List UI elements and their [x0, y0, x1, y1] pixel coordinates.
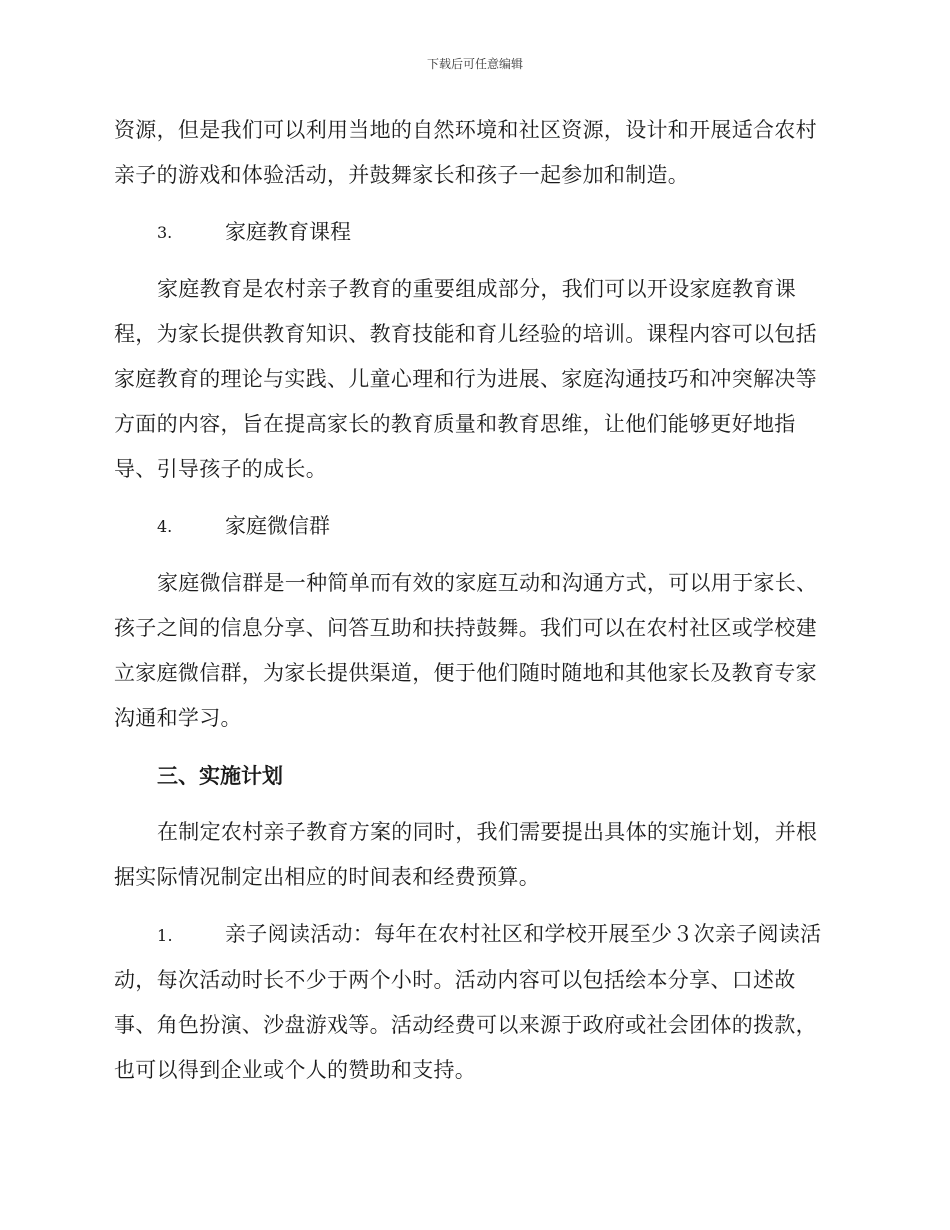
list-item-title: 家庭教育课程 [225, 220, 351, 244]
paragraph-resources: 资源，但是我们可以利用当地的自然环境和社区资源，设计和开展适合农村亲子的游戏和体验活动，并鼓舞家长和孩子一起参加和制造。 [114, 118, 817, 187]
section-heading-implementation: 三、实施计划 [157, 763, 283, 788]
list-item-text: 亲子阅读活动：每年在农村社区和学校开展至少３次亲子阅读活动，每次活动时长不少于两个小时。活动内容可以包括绘本分享、口述故事、角色扮演、沙盘游戏等。活动经费可以来源于政府或社会团体的拨款，也可以得到企业或个人的赞助和支持。 [114, 922, 822, 1082]
list-item-wechat-group-heading [114, 504, 834, 549]
list-item-title: 家庭微信群 [225, 514, 330, 538]
paragraph-family-course: 家庭教育是农村亲子教育的重要组成部分，我们可以开设家庭教育课程，为家长提供教育知识、教育技能和育儿经验的培训。课程内容可以包括家庭教育的理论与实践、儿童心理和行为进展、家庭沟通技巧和冲突解决等方面的内容，旨在提高家长的教育质量和教育思维，让他们能够更好地指导、引导孩子的成长。 [114, 277, 817, 481]
list-number: 4. [157, 517, 173, 536]
document-body [114, 108, 834, 1105]
page-header: 下载后可任意编辑 [426, 57, 523, 71]
paragraph-wechat-group: 家庭微信群是一种简单而有效的家庭互动和沟通方式，可以用于家长、孩子之间的信息分享、问答互助和扶持鼓舞。我们可以在农村社区或学校建立家庭微信群，为家长提供渠道，便于他们随时随地和其他家长及教育专家沟通和学习。 [114, 571, 818, 730]
list-item-family-course-heading [114, 210, 834, 255]
list-item-reading-activity [114, 912, 834, 1093]
list-number: 1. [157, 926, 173, 945]
paragraph-implementation-intro: 在制定农村亲子教育方案的同时，我们需要提出具体的实施计划，并根据实际情况制定出相应的时间表和经费预算。 [114, 820, 818, 889]
list-number: 3. [157, 223, 173, 242]
